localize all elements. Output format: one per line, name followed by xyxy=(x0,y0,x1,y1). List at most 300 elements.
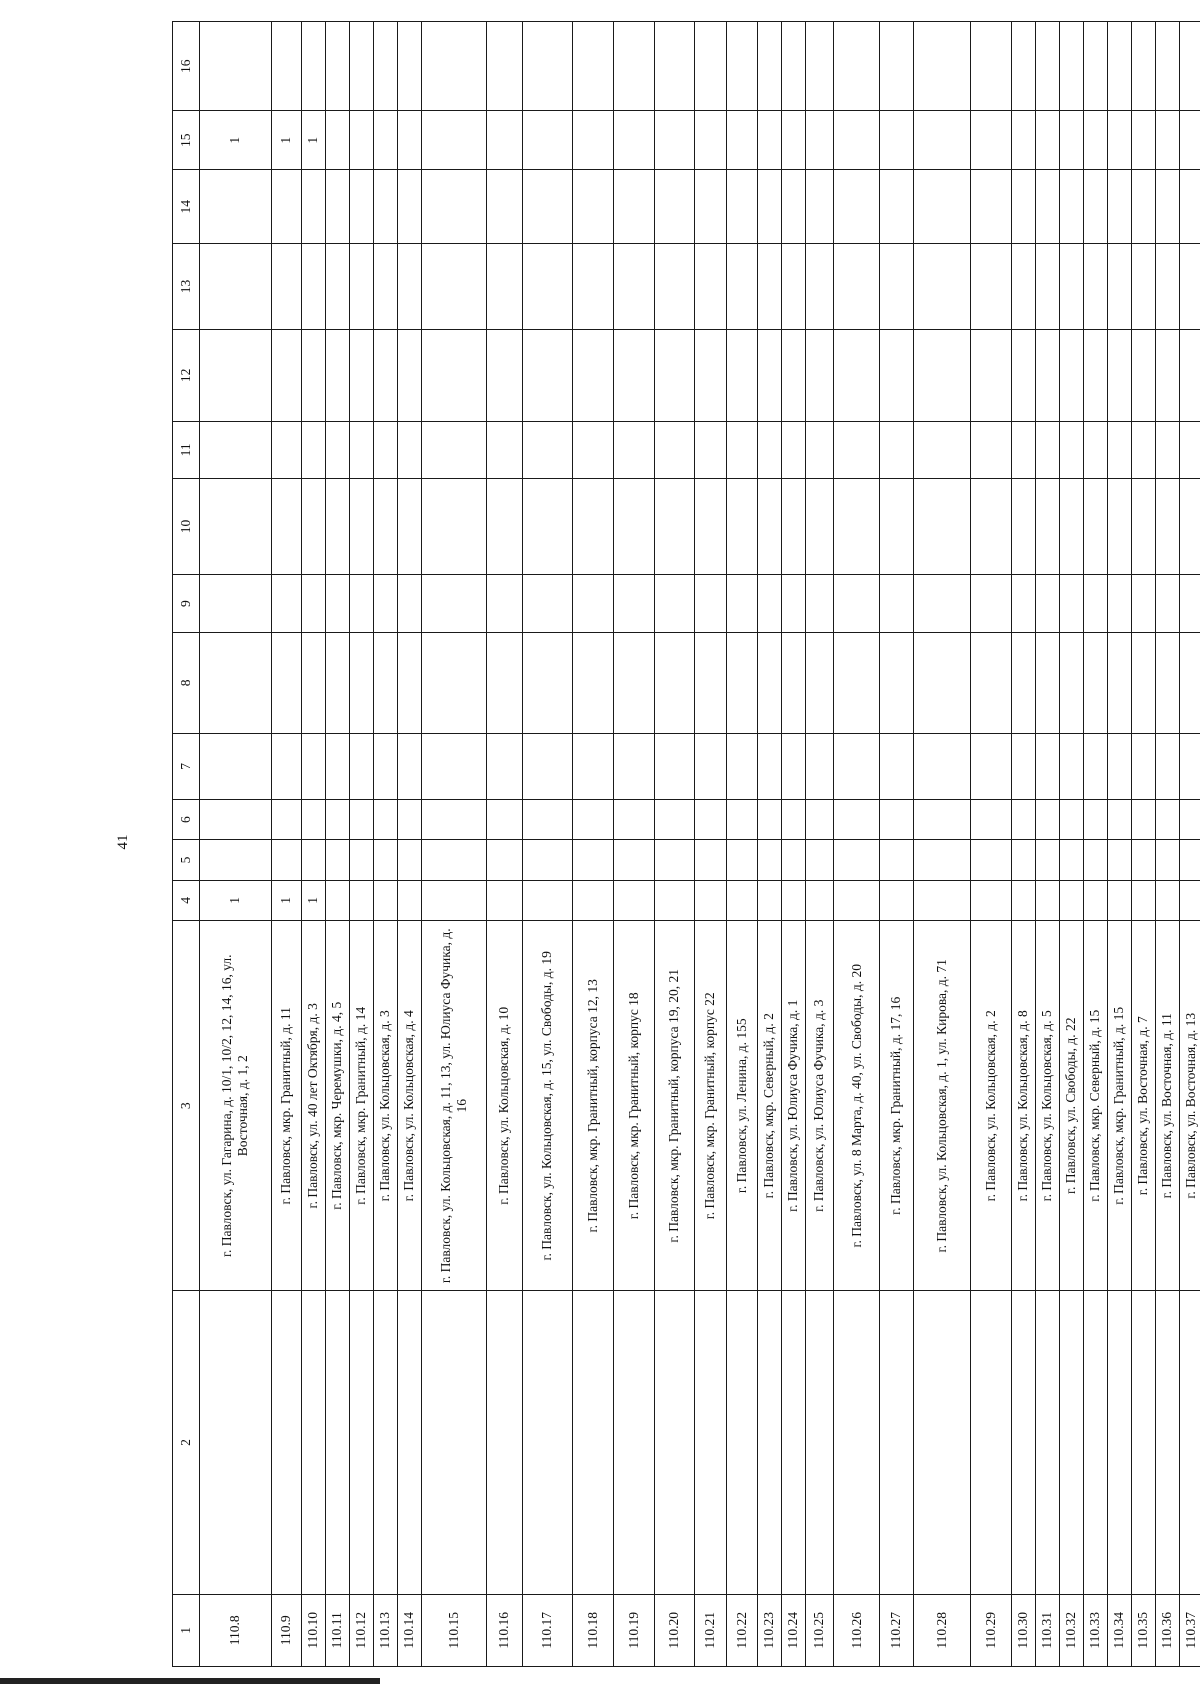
table-cell xyxy=(1083,244,1107,329)
table-cell xyxy=(486,422,522,478)
table-cell xyxy=(726,329,757,422)
table-cell xyxy=(805,840,834,880)
table-cell xyxy=(781,22,805,112)
page-number: 41 xyxy=(115,834,131,850)
table-cell xyxy=(522,840,572,880)
col4-cell xyxy=(1131,880,1155,920)
table-row xyxy=(695,22,726,1667)
address-cell: г. Павловск, ул. Свободы, д. 22 xyxy=(1059,921,1083,1291)
table-cell xyxy=(1155,329,1179,422)
table-cell xyxy=(913,244,971,329)
table-cell xyxy=(613,22,654,112)
table-cell xyxy=(271,478,301,575)
table-row xyxy=(757,22,781,1667)
col15-cell xyxy=(349,111,373,170)
table-cell xyxy=(373,840,397,880)
table-cell xyxy=(421,422,486,478)
col4-cell xyxy=(757,880,781,920)
table-cell xyxy=(913,478,971,575)
table-cell xyxy=(271,840,301,880)
table-cell xyxy=(654,632,695,733)
table-cell xyxy=(695,329,726,422)
col15-cell xyxy=(654,111,695,170)
table-cell xyxy=(486,244,522,329)
table-row xyxy=(781,22,805,1667)
table-cell xyxy=(200,733,272,799)
table-cell xyxy=(757,840,781,880)
col15-cell xyxy=(880,111,914,170)
scan-artifact-line xyxy=(0,1678,380,1684)
table-cell xyxy=(301,22,325,112)
table-row xyxy=(271,22,301,1667)
table-cell xyxy=(1155,244,1179,329)
row-id-cell: 110.32 xyxy=(1059,1594,1083,1666)
table-row xyxy=(1083,22,1107,1667)
table-cell xyxy=(757,799,781,839)
table-cell xyxy=(757,733,781,799)
table-cell xyxy=(726,22,757,112)
row-id-cell: 110.35 xyxy=(1131,1594,1155,1666)
table-cell xyxy=(1011,478,1035,575)
table-cell xyxy=(1035,22,1059,112)
data-table xyxy=(172,21,1200,1667)
col15-cell xyxy=(1059,111,1083,170)
row-id-cell: 110.14 xyxy=(397,1594,421,1666)
table-cell xyxy=(349,22,373,112)
table-cell xyxy=(1083,799,1107,839)
table-cell xyxy=(726,478,757,575)
table-cell xyxy=(805,329,834,422)
table-cell xyxy=(301,422,325,478)
table-cell xyxy=(834,22,880,112)
table-cell xyxy=(1059,478,1083,575)
col4-cell xyxy=(805,880,834,920)
row-id-cell: 110.24 xyxy=(781,1594,805,1666)
table-cell xyxy=(613,733,654,799)
table-cell xyxy=(880,170,914,244)
table-cell xyxy=(349,1291,373,1594)
table-cell xyxy=(421,733,486,799)
table-row xyxy=(613,22,654,1667)
table-cell xyxy=(781,1291,805,1594)
row-id-cell: 110.28 xyxy=(913,1594,971,1666)
table-cell xyxy=(971,799,1012,839)
table-row xyxy=(486,22,522,1667)
table-cell xyxy=(1035,575,1059,632)
table-cell xyxy=(781,244,805,329)
table-cell xyxy=(805,632,834,733)
col4-cell xyxy=(573,880,614,920)
table-cell xyxy=(757,22,781,112)
table-cell xyxy=(522,575,572,632)
col4-cell xyxy=(613,880,654,920)
col4-cell xyxy=(913,880,971,920)
col15-cell xyxy=(325,111,349,170)
table-cell xyxy=(325,840,349,880)
table-cell xyxy=(271,244,301,329)
table-cell xyxy=(880,329,914,422)
table-cell xyxy=(397,22,421,112)
table-cell xyxy=(1155,632,1179,733)
table-cell xyxy=(880,478,914,575)
column-header: 8 xyxy=(173,632,200,733)
column-header: 6 xyxy=(173,799,200,839)
table-cell xyxy=(1107,478,1131,575)
col4-cell xyxy=(781,880,805,920)
row-id-cell: 110.17 xyxy=(522,1594,572,1666)
table-cell xyxy=(1131,329,1155,422)
table-cell xyxy=(613,422,654,478)
col4-cell: 1 xyxy=(271,880,301,920)
table-cell xyxy=(397,244,421,329)
table-cell xyxy=(695,1291,726,1594)
table-cell xyxy=(325,733,349,799)
table-row xyxy=(805,22,834,1667)
table-cell xyxy=(781,422,805,478)
address-cell: г. Павловск, мкр. Гранитный, корпус 18 xyxy=(613,921,654,1291)
col15-cell xyxy=(1083,111,1107,170)
table-cell xyxy=(1083,478,1107,575)
row-id-cell: 110.16 xyxy=(486,1594,522,1666)
table-cell xyxy=(397,799,421,839)
col4-cell xyxy=(325,880,349,920)
col4-cell xyxy=(1011,880,1035,920)
table-cell xyxy=(1059,799,1083,839)
col4-cell xyxy=(695,880,726,920)
column-header: 3 xyxy=(173,921,200,1291)
table-cell xyxy=(573,733,614,799)
table-cell xyxy=(654,22,695,112)
table-cell xyxy=(1107,1291,1131,1594)
table-cell xyxy=(1035,244,1059,329)
address-cell: г. Павловск, ул. Кольцовская, д. 1, ул. Кирова, д. 71 xyxy=(913,921,971,1291)
table-cell xyxy=(325,575,349,632)
table-cell xyxy=(1035,170,1059,244)
table-cell xyxy=(271,733,301,799)
col4-cell xyxy=(654,880,695,920)
col15-cell xyxy=(1011,111,1035,170)
col15-cell xyxy=(726,111,757,170)
table-cell xyxy=(325,422,349,478)
table-cell xyxy=(757,170,781,244)
col15-cell xyxy=(421,111,486,170)
table-cell xyxy=(781,329,805,422)
table-cell xyxy=(880,1291,914,1594)
table-cell xyxy=(613,170,654,244)
table-cell xyxy=(805,1291,834,1594)
table-row xyxy=(1035,22,1059,1667)
table-cell xyxy=(486,170,522,244)
table-cell xyxy=(200,22,272,112)
column-header: 14 xyxy=(173,170,200,244)
table-row xyxy=(1059,22,1083,1667)
address-cell: г. Павловск, ул. Восточная, д. 11 xyxy=(1155,921,1179,1291)
col4-cell xyxy=(522,880,572,920)
table-cell xyxy=(695,575,726,632)
table-cell xyxy=(200,575,272,632)
col15-cell xyxy=(397,111,421,170)
table-cell xyxy=(325,632,349,733)
col15-cell xyxy=(805,111,834,170)
table-cell xyxy=(695,733,726,799)
table-cell xyxy=(834,329,880,422)
table-cell xyxy=(1035,422,1059,478)
table-cell xyxy=(1059,170,1083,244)
row-id-cell: 110.31 xyxy=(1035,1594,1059,1666)
table-cell xyxy=(613,799,654,839)
col15-cell xyxy=(1179,111,1200,170)
table-cell xyxy=(654,170,695,244)
table-cell xyxy=(695,840,726,880)
col4-cell: 1 xyxy=(301,880,325,920)
col15-cell: 1 xyxy=(200,111,272,170)
row-id-cell: 110.22 xyxy=(726,1594,757,1666)
address-cell: г. Павловск, ул. Кольцовская, д. 15, ул. Свободы, д. 19 xyxy=(522,921,572,1291)
table-cell xyxy=(726,1291,757,1594)
table-cell xyxy=(200,244,272,329)
table-row xyxy=(397,22,421,1667)
table-row xyxy=(1011,22,1035,1667)
table-cell xyxy=(834,422,880,478)
table-cell xyxy=(421,840,486,880)
table-cell xyxy=(880,733,914,799)
table-cell xyxy=(726,733,757,799)
table-row xyxy=(971,22,1012,1667)
table-cell xyxy=(805,170,834,244)
table-cell xyxy=(834,632,880,733)
table-cell xyxy=(726,632,757,733)
table-cell xyxy=(1155,422,1179,478)
table-cell xyxy=(1035,799,1059,839)
table-cell xyxy=(695,22,726,112)
table-cell xyxy=(1131,1291,1155,1594)
table-cell xyxy=(1083,733,1107,799)
address-cell: г. Павловск, мкр. Северный, д. 2 xyxy=(757,921,781,1291)
table-cell xyxy=(325,478,349,575)
table-cell xyxy=(522,22,572,112)
table-cell xyxy=(325,22,349,112)
table-cell xyxy=(1011,329,1035,422)
table-cell xyxy=(271,422,301,478)
table-cell xyxy=(805,575,834,632)
col4-cell xyxy=(1179,880,1200,920)
table-cell xyxy=(200,799,272,839)
table-cell xyxy=(349,733,373,799)
table-cell xyxy=(1107,22,1131,112)
address-cell: г. Павловск, ул. 40 лет Октября, д. 3 xyxy=(301,921,325,1291)
table-cell xyxy=(757,575,781,632)
table-cell xyxy=(1059,840,1083,880)
table-cell xyxy=(373,575,397,632)
address-cell: г. Павловск, мкр. Гранитный, д. 17, 16 xyxy=(880,921,914,1291)
table-cell xyxy=(1155,1291,1179,1594)
table-cell xyxy=(913,733,971,799)
column-header: 4 xyxy=(173,880,200,920)
row-id-cell: 110.29 xyxy=(971,1594,1012,1666)
column-header: 16 xyxy=(173,22,200,112)
address-cell: г. Павловск, ул. Юлиуса Фучика, д. 3 xyxy=(805,921,834,1291)
table-cell xyxy=(522,329,572,422)
table-cell xyxy=(349,170,373,244)
table-cell xyxy=(1107,799,1131,839)
table-cell xyxy=(654,329,695,422)
table-cell xyxy=(1059,733,1083,799)
table-cell xyxy=(373,632,397,733)
col4-cell: 1 xyxy=(200,880,272,920)
table-row xyxy=(654,22,695,1667)
table-cell xyxy=(1011,244,1035,329)
table-cell xyxy=(1011,22,1035,112)
column-header: 9 xyxy=(173,575,200,632)
table-cell xyxy=(1011,575,1035,632)
row-id-cell: 110.19 xyxy=(613,1594,654,1666)
table-cell xyxy=(834,478,880,575)
address-cell: г. Павловск, мкр. Гранитный, корпус 22 xyxy=(695,921,726,1291)
table-cell xyxy=(271,329,301,422)
table-cell xyxy=(1083,329,1107,422)
table-cell xyxy=(325,170,349,244)
table-cell xyxy=(397,422,421,478)
col15-cell xyxy=(834,111,880,170)
table-cell xyxy=(200,170,272,244)
table-cell xyxy=(971,329,1012,422)
col15-cell xyxy=(971,111,1012,170)
table-cell xyxy=(373,1291,397,1594)
row-id-cell: 110.36 xyxy=(1155,1594,1179,1666)
table-cell xyxy=(654,244,695,329)
table-cell xyxy=(1107,840,1131,880)
column-header: 15 xyxy=(173,111,200,170)
table-cell xyxy=(421,632,486,733)
col15-cell xyxy=(573,111,614,170)
table-cell xyxy=(573,22,614,112)
table-cell xyxy=(397,575,421,632)
table-row xyxy=(573,22,614,1667)
table-cell xyxy=(522,733,572,799)
table-cell xyxy=(913,840,971,880)
col15-cell xyxy=(1035,111,1059,170)
table-row xyxy=(325,22,349,1667)
table-cell xyxy=(654,575,695,632)
row-id-cell: 110.30 xyxy=(1011,1594,1035,1666)
table-cell xyxy=(373,478,397,575)
table-cell xyxy=(397,170,421,244)
table-cell xyxy=(301,632,325,733)
table-cell xyxy=(373,733,397,799)
table-cell xyxy=(486,478,522,575)
table-cell xyxy=(373,244,397,329)
table-cell xyxy=(486,1291,522,1594)
table-cell xyxy=(1011,733,1035,799)
table-cell xyxy=(613,632,654,733)
table-cell xyxy=(726,422,757,478)
table-cell xyxy=(421,329,486,422)
table-cell xyxy=(1131,632,1155,733)
table-cell xyxy=(200,632,272,733)
col15-cell xyxy=(1155,111,1179,170)
address-cell: г. Павловск, ул. Ленина, д. 155 xyxy=(726,921,757,1291)
table-cell xyxy=(913,632,971,733)
table-cell xyxy=(301,244,325,329)
table-cell xyxy=(301,733,325,799)
table-cell xyxy=(522,422,572,478)
table-cell xyxy=(913,329,971,422)
col4-cell xyxy=(1035,880,1059,920)
table-cell xyxy=(757,1291,781,1594)
table-cell xyxy=(421,244,486,329)
table-cell xyxy=(301,478,325,575)
table-cell xyxy=(971,244,1012,329)
row-id-cell: 110.27 xyxy=(880,1594,914,1666)
table-cell xyxy=(1155,575,1179,632)
table-cell xyxy=(805,799,834,839)
column-header: 12 xyxy=(173,329,200,422)
table-cell xyxy=(301,575,325,632)
table-cell xyxy=(913,1291,971,1594)
table-cell xyxy=(613,840,654,880)
address-cell: г. Павловск, мкр. Северный, д. 15 xyxy=(1083,921,1107,1291)
row-id-cell: 110.12 xyxy=(349,1594,373,1666)
table-cell xyxy=(1179,22,1200,112)
table-cell xyxy=(1035,840,1059,880)
table-cell xyxy=(971,840,1012,880)
table-cell xyxy=(573,478,614,575)
address-cell: г. Павловск, ул. Кольцовская, д. 3 xyxy=(373,921,397,1291)
col15-cell xyxy=(373,111,397,170)
table-cell xyxy=(971,575,1012,632)
table-row xyxy=(913,22,971,1667)
col4-cell xyxy=(349,880,373,920)
table-cell xyxy=(971,22,1012,112)
table-cell xyxy=(1011,840,1035,880)
column-header: 5 xyxy=(173,840,200,880)
table-cell xyxy=(913,22,971,112)
table-cell xyxy=(726,244,757,329)
table-body xyxy=(200,22,1200,1667)
table-cell xyxy=(1011,170,1035,244)
table-cell xyxy=(880,799,914,839)
row-id-cell: 110.21 xyxy=(695,1594,726,1666)
table-cell xyxy=(913,422,971,478)
row-id-cell: 110.33 xyxy=(1083,1594,1107,1666)
table-cell xyxy=(971,170,1012,244)
col15-cell xyxy=(486,111,522,170)
table-cell xyxy=(1179,840,1200,880)
table-cell xyxy=(1059,1291,1083,1594)
table-cell xyxy=(1179,170,1200,244)
table-cell xyxy=(1155,478,1179,575)
table-cell xyxy=(1131,422,1155,478)
col15-cell xyxy=(613,111,654,170)
table-cell xyxy=(781,733,805,799)
col15-cell xyxy=(522,111,572,170)
table-cell xyxy=(695,244,726,329)
table-cell xyxy=(486,575,522,632)
table-cell xyxy=(695,422,726,478)
table-row xyxy=(1107,22,1131,1667)
table-row xyxy=(421,22,486,1667)
table-cell xyxy=(1179,575,1200,632)
col15-cell xyxy=(913,111,971,170)
table-cell xyxy=(1083,575,1107,632)
table-cell xyxy=(1059,575,1083,632)
table-cell xyxy=(913,799,971,839)
table-cell xyxy=(805,733,834,799)
table-cell xyxy=(486,733,522,799)
table-cell xyxy=(805,478,834,575)
table-cell xyxy=(613,1291,654,1594)
col15-cell xyxy=(757,111,781,170)
